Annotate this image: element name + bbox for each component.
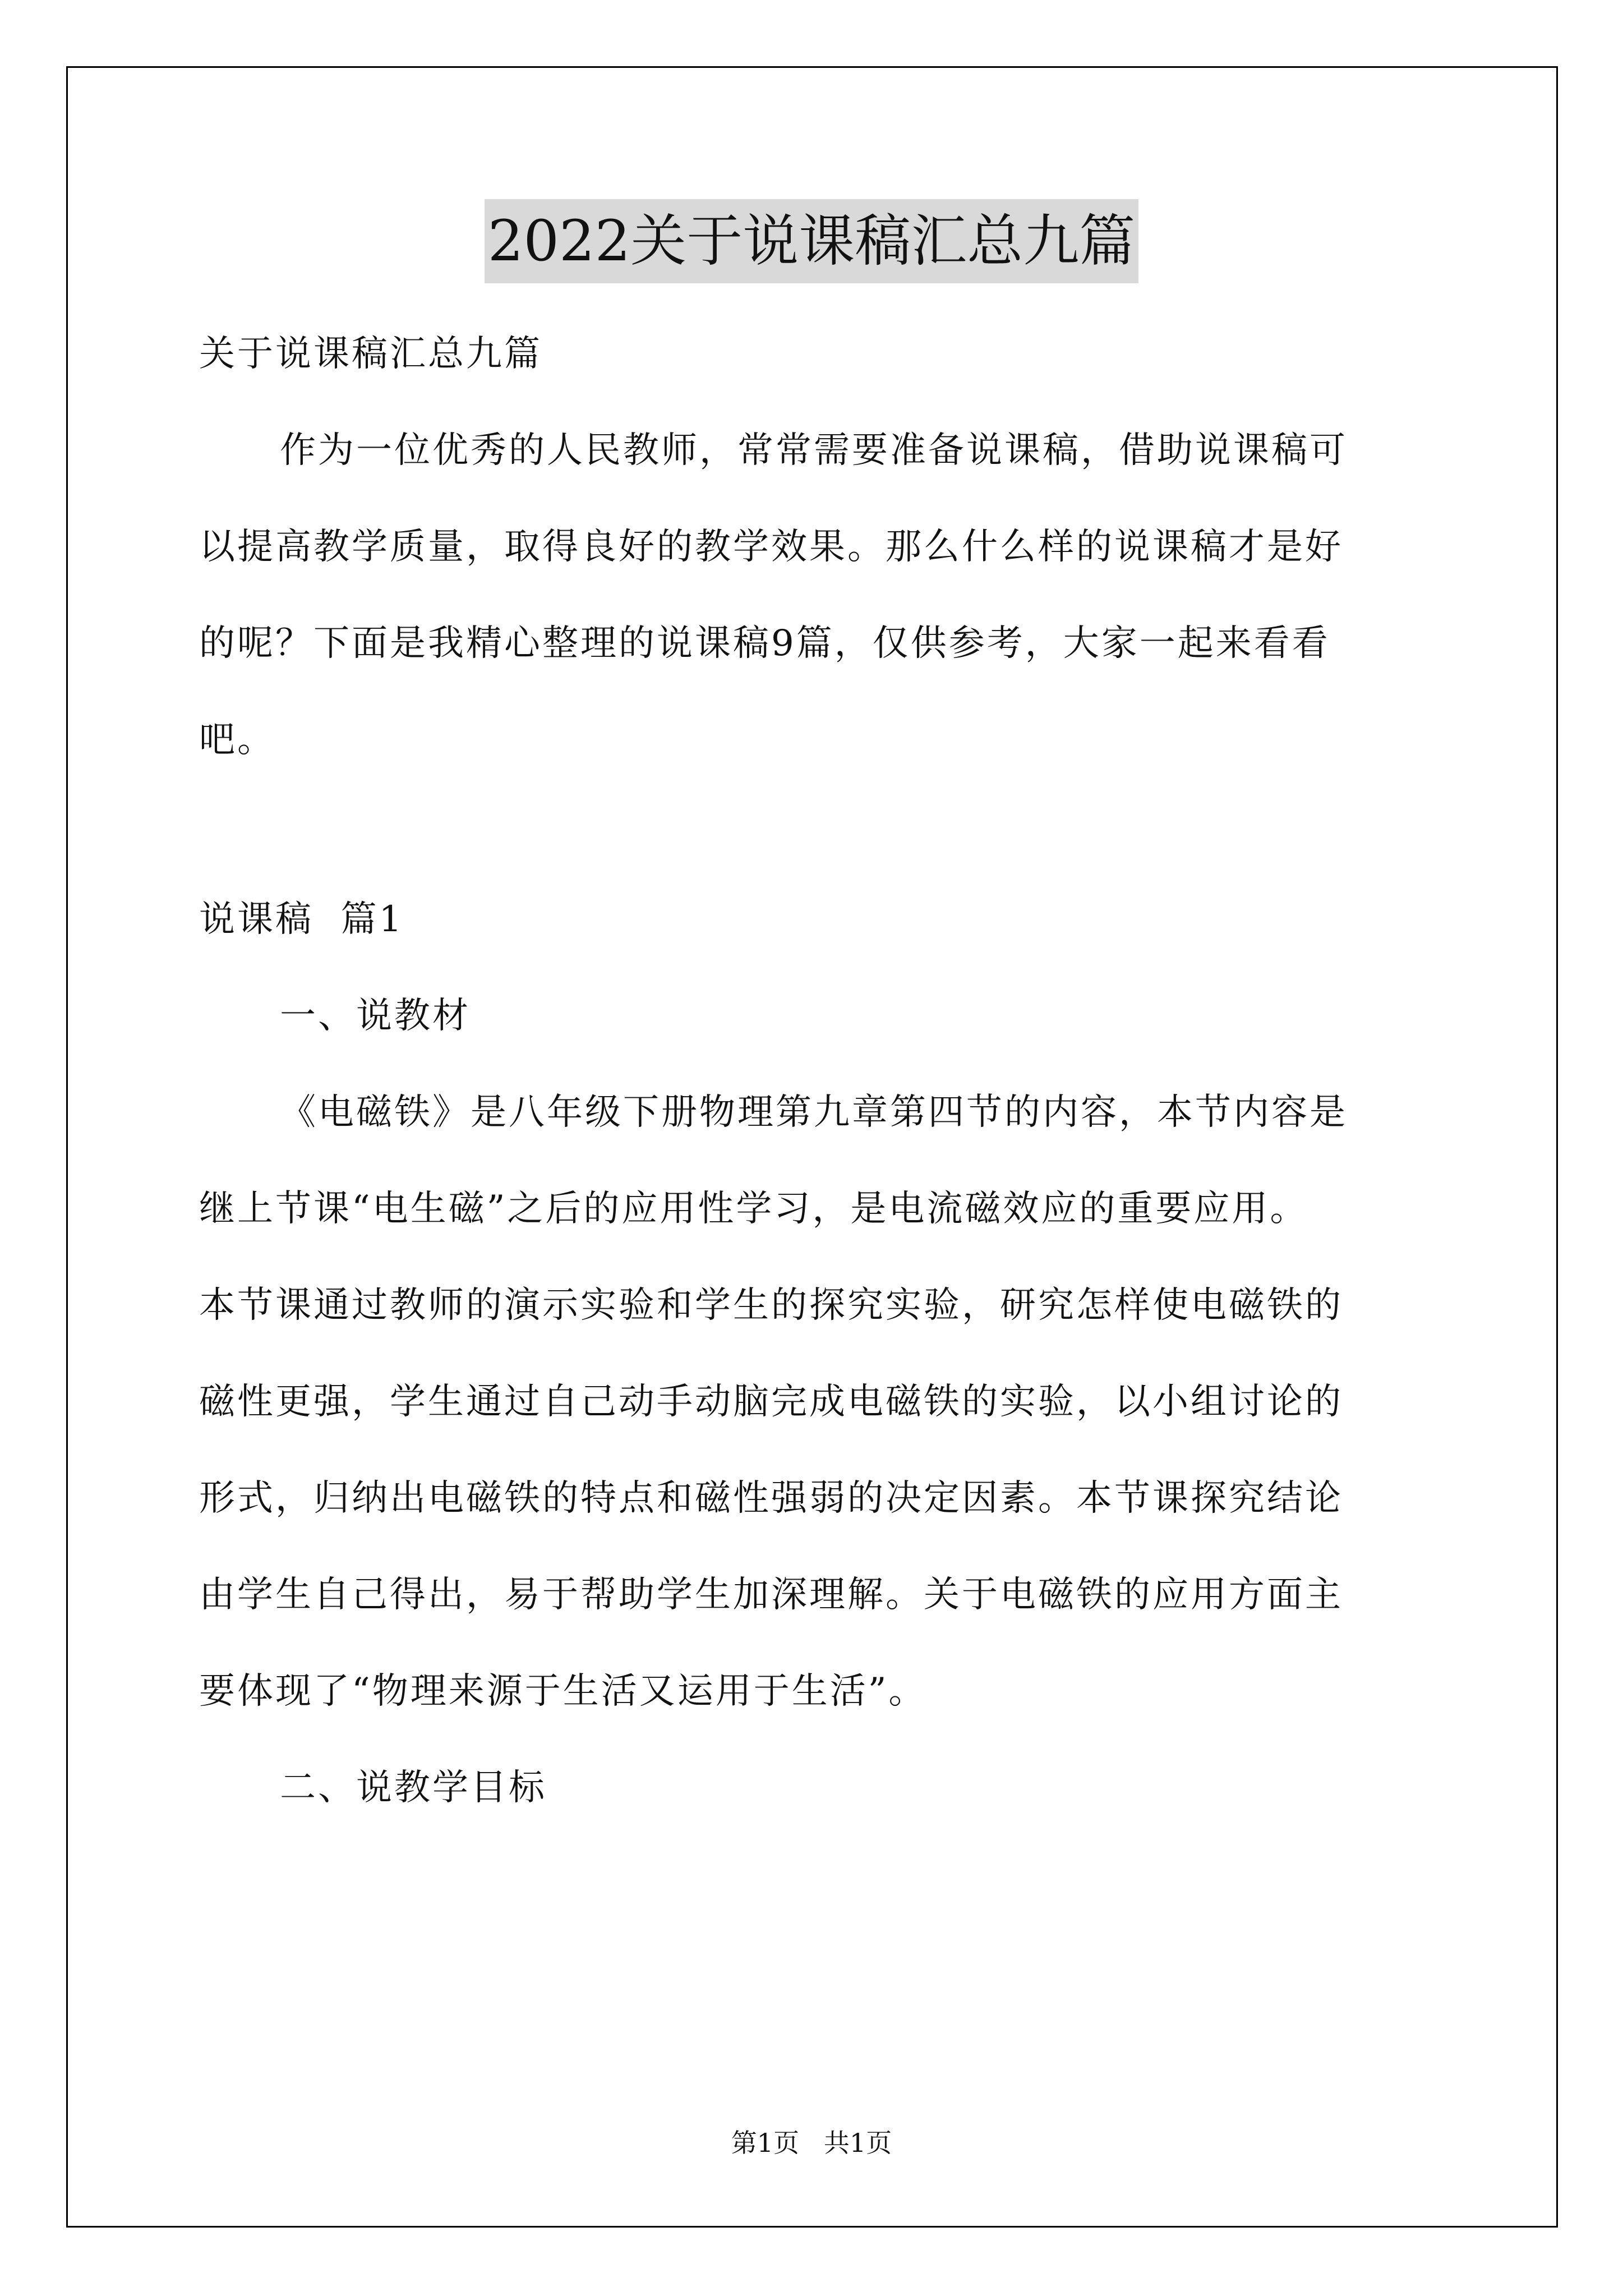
body-line: 形式，归纳出电磁铁的特点和磁性强弱的决定因素。本节课探究结论 — [199, 1478, 1343, 1519]
body-line: 继上节课“电生磁”之后的应用性学习，是电流磁效应的重要应用。 — [199, 1188, 1308, 1230]
document-body — [199, 306, 1433, 1836]
page-footer: 第1页 共1页 — [731, 2128, 892, 2158]
intro-line: 的呢？下面是我精心整理的说课稿9篇，仅供参考，大家一起来看看 — [199, 623, 1330, 664]
intro-line: 以提高教学质量，取得良好的教学效果。那么什么样的说课稿才是好 — [199, 526, 1343, 568]
intro-line: 作为一位优秀的人民教师，常常需要准备说课稿，借助说课稿可 — [280, 430, 1348, 471]
spacer — [199, 788, 1433, 871]
intro-line: 吧。 — [199, 719, 275, 761]
body-line: 本节课通过教师的演示实验和学生的探究实验，研究怎样使电磁铁的 — [199, 1285, 1343, 1326]
section-heading: 说课稿 篇1 — [199, 899, 404, 940]
body-line: 磁性更强，学生通过自己动手动脑完成电磁铁的实验，以小组讨论的 — [199, 1381, 1343, 1423]
title-container — [0, 199, 1623, 283]
intro-paragraph — [199, 402, 1433, 788]
body-paragraph — [199, 1064, 1433, 1740]
subheading-teaching-material: 一、说教材 — [280, 995, 471, 1037]
document-title: 2022关于说课稿汇总九篇 — [485, 199, 1139, 283]
subtitle: 关于说课稿汇总九篇 — [199, 333, 542, 375]
subheading-teaching-goals: 二、说教学目标 — [280, 1767, 547, 1809]
body-line: 《电磁铁》是八年级下册物理第九章第四节的内容，本节内容是 — [280, 1092, 1348, 1133]
body-line: 要体现了“物理来源于生活又运用于生活”。 — [199, 1671, 927, 1712]
body-line: 由学生自己得出，易于帮助学生加深理解。关于电磁铁的应用方面主 — [199, 1574, 1343, 1616]
